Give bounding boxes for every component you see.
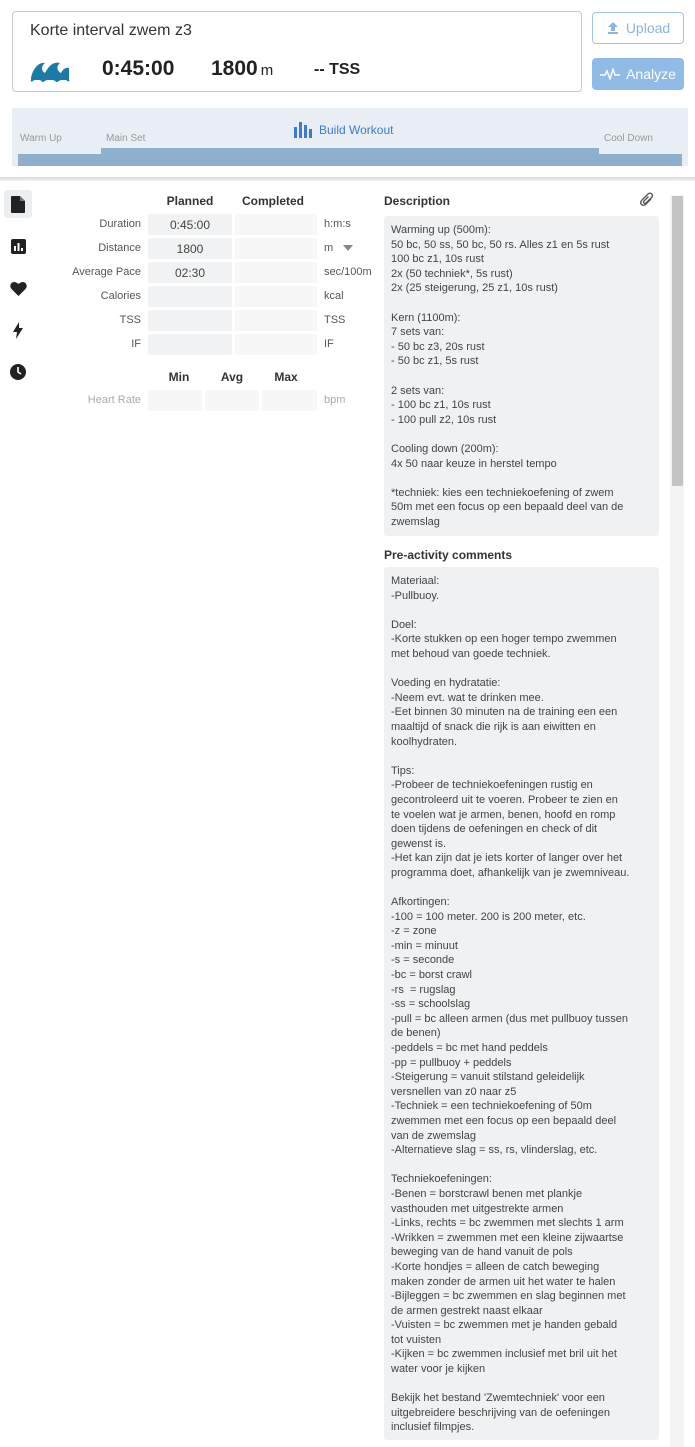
build-workout-label: Build Workout [319, 123, 394, 137]
if-planned-input[interactable] [148, 334, 232, 355]
if-unit: IF [324, 338, 334, 350]
duration-completed-input[interactable] [235, 214, 317, 235]
tss-label: TSS [119, 314, 141, 326]
duration-label: Duration [99, 218, 141, 230]
distance-label: Distance [98, 242, 141, 254]
average-pace-unit: sec/100m [324, 266, 372, 278]
document-icon [11, 196, 25, 213]
build-workout-link[interactable] [294, 122, 393, 138]
planned-duration: 0:45:00 [102, 57, 175, 80]
distance-planned-input[interactable]: 1800 [148, 238, 232, 259]
pulse-icon [600, 68, 620, 80]
swim-wave-icon [29, 56, 71, 82]
pre-activity-comments-text[interactable]: Materiaal: -Pullbuoy. Doel: -Korte stukken op een hoger tempo zwemmen met behoud van goede techniek. Voeding en hydratatie: -Neem evt. wat te drinken mee. -Eet binnen 30 minuten na de training een een maaltijd of snack die rijk is aan eiwitten en koolhydraten. Tips: -Probeer de techniekoefeningen rustig en gecontroleerd uit te voeren. Probeer te zien en te voelen wat je armen, benen, hoofd en romp doen tijdens de oefeningen en check of dit gewenst is. -Het kan zijn dat je iets korter of langer over het programma doet, afhankelijk van je zwemniveau. Afkortingen: -100 = 100 meter. 200 is 200 meter, etc. -z = zone -min = minuut -s = seconde -bc = borst crawl -rs = rugslag -ss = schoolslag -pull = bc alleen armen (dus met pullbuoy tussen de benen) -peddels = bc met hand peddels -pp = pullbuoy + peddels -Steigerung = vanuit stilstand geleidelijk versnellen van z0 naar z5 -Techniek = een techniekoefening of 50m zwemmen met een focus op een bepaald deel van de zwemslag -Alternatieve slag = ss, rs, vlinderslag, etc. Techniekoefeningen: -Benen = borstcrawl benen met plankje vasthouden met uitgestrekte armen -Links, rechts = bc zwemmen met slechts 1 arm -Wrikken = zwemmen met een kleine zijwaartse beweging van de hand vanuit de pols -Korte hondjes = alleen de catch beweging maken zonder de armen uit het water te halen -Bijleggen = bc zwemmen en slag beginnen met de armen gestrekt naast elkaar -Vuisten = bc zwemmen met je handen gebald tot vuisten -Kijken = bc zwemmen inclusief met bril uit het water voor je kijken Bekijk het bestand 'Zwemtechniek' voor een uitgebreidere beschrijving van de oefeningen inclusief filmpjes. [384, 567, 659, 1440]
segment-cool-down: Cool Down [604, 133, 653, 144]
workout-header [12, 11, 582, 92]
heart-rate-unit: bpm [324, 394, 346, 406]
planned-tss: -- TSS [314, 61, 361, 78]
planned-distance [211, 57, 273, 81]
cool-down-bar[interactable] [599, 154, 682, 166]
calories-planned-input[interactable] [148, 286, 232, 307]
description-text[interactable]: Warming up (500m): 50 bc, 50 ss, 50 bc, 50 rs. Alles z1 en 5s rust 100 bc z1, 10s rust 2x (50 techniek*, 5s rust) 2x (25 steigerung, 25 z1, 10s rust) Kern (1100m): 7 sets van: - 50 bc z3, 20s rust - 50 bc z1, 5s rust 2 sets van: - 100 bc z1, 10s rust - 100 pull z2, 10s rust Cooling down (200m): 4x 50 naar keuze in herstel tempo *techniek: kies een techniekoefening of zwem 50m met een focus op een bepaald deel van de zwemslag [384, 216, 659, 536]
segment-warm-up: Warm Up [20, 133, 62, 144]
average-pace-completed-input[interactable] [235, 262, 317, 283]
hr-avg-header: Avg [220, 370, 244, 384]
upload-icon [606, 21, 620, 35]
tss-unit: TSS [324, 314, 346, 326]
heart-rate-label: Heart Rate [87, 394, 141, 406]
tss-completed-input[interactable] [235, 310, 317, 331]
calories-label: Calories [100, 290, 141, 302]
chevron-down-icon [343, 245, 353, 251]
average-pace-planned-input[interactable]: 02:30 [148, 262, 232, 283]
analyze-label: Analyze [626, 66, 676, 82]
upload-label: Upload [625, 20, 671, 36]
sidebar-health[interactable] [4, 274, 32, 302]
chart-icon [11, 239, 26, 254]
sidebar-history[interactable] [4, 358, 32, 386]
lightning-icon [13, 322, 23, 339]
tss-planned-input[interactable] [148, 310, 232, 331]
distance-completed-input[interactable] [235, 238, 317, 259]
scrollbar-thumb[interactable] [672, 196, 683, 486]
distance-value: 1800 [211, 57, 258, 80]
warm-up-bar[interactable] [18, 154, 101, 166]
comments-title: Pre-activity comments [384, 548, 513, 562]
main-set-bar[interactable] [101, 148, 599, 166]
hr-min-input[interactable] [148, 390, 202, 411]
analyze-button[interactable] [592, 58, 684, 90]
distance-unit-select[interactable] [324, 242, 353, 254]
hr-avg-input[interactable] [205, 390, 259, 411]
distance-unit-value: m [324, 242, 334, 254]
calories-unit: kcal [324, 290, 344, 302]
bar-chart-icon [294, 122, 313, 138]
paperclip-icon[interactable] [640, 192, 654, 208]
planned-header: Planned [166, 194, 214, 208]
average-pace-label: Average Pace [72, 266, 141, 278]
hr-max-header: Max [274, 370, 298, 384]
description-title: Description [384, 194, 451, 208]
sidebar-charts[interactable] [4, 232, 32, 260]
hr-min-header: Min [168, 370, 190, 384]
if-completed-input[interactable] [235, 334, 317, 355]
duration-unit: h:m:s [324, 218, 351, 230]
section-divider [0, 177, 695, 181]
completed-header: Completed [241, 194, 304, 208]
distance-unit: m [260, 62, 274, 79]
if-label: IF [131, 338, 141, 350]
hr-max-input[interactable] [262, 390, 317, 411]
upload-button[interactable] [592, 12, 684, 44]
segment-main-set: Main Set [106, 133, 146, 144]
clock-icon [10, 364, 26, 380]
heart-icon [10, 281, 27, 296]
sidebar-power[interactable] [4, 316, 32, 344]
duration-planned-input[interactable]: 0:45:00 [148, 214, 232, 235]
sidebar-summary[interactable] [4, 190, 32, 218]
calories-completed-input[interactable] [235, 286, 317, 307]
workout-structure-graph[interactable] [12, 108, 688, 166]
workout-title[interactable]: Korte interval zwem z3 [30, 22, 192, 39]
